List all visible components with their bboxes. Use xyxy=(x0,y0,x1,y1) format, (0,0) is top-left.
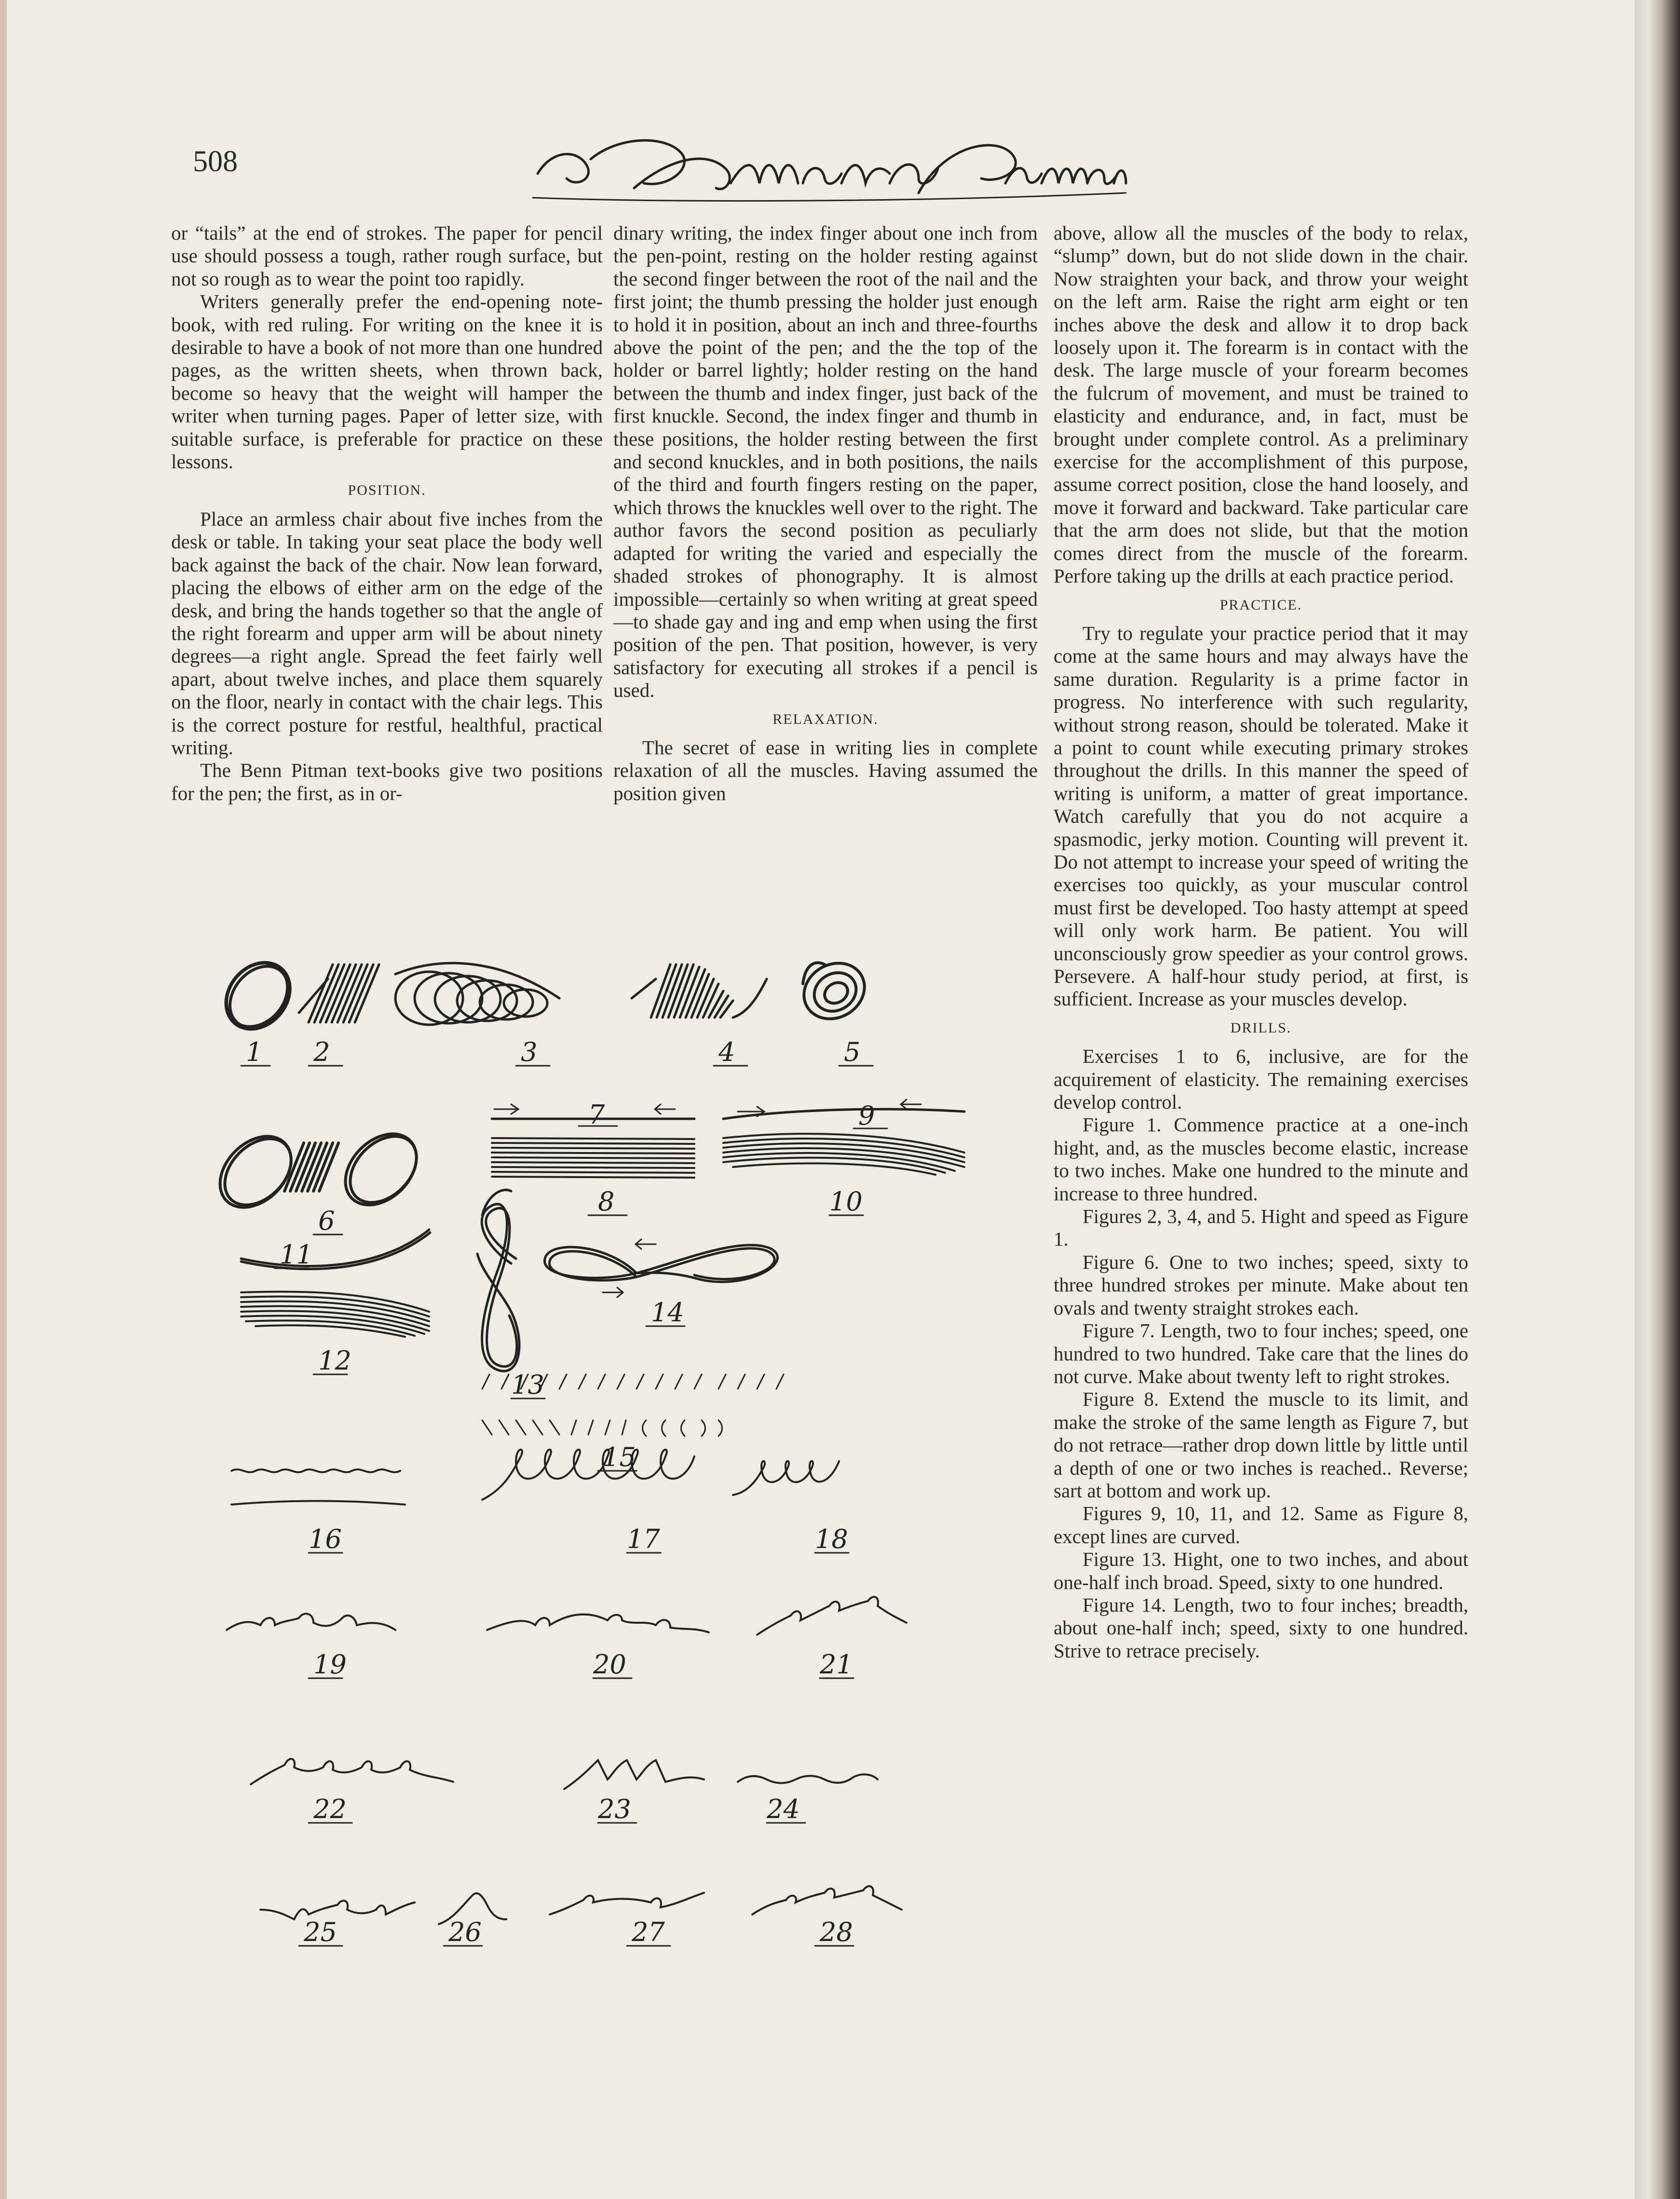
paragraph: Figure 13. Hight, one to two inches, and about one-half inch broad. Speed, sixty to one hundred. xyxy=(1054,1548,1468,1593)
paragraph: Writers generally prefer the end-opening note-book, with red ruling. For writing on the knee it is desirable to have a book of not more than one hundred pages, as the written sheets, when thrown back, become so heavy that the weight will hamper the writer when turning pages. Paper of letter size, with suitable surface, is preferable for practice on these lessons. xyxy=(171,290,603,473)
figure-1-ovals xyxy=(213,950,303,1042)
figure-23-zigzag xyxy=(564,1760,704,1789)
figure-label: 5 xyxy=(844,1037,861,1067)
figure-22-loops xyxy=(251,1759,453,1784)
figure-label: 20 xyxy=(593,1649,626,1680)
next-page-edge xyxy=(1635,0,1680,2199)
figure-12-curves xyxy=(241,1291,429,1337)
paragraph: dinary writing, the index finger about one inch from the pen-point, resting on the holder resting against the second finger between the root of the nail and the first joint; the thumb pressing the holder just enough to hold it in position, about an inch and three-fourths above the point of the pen; and the the top of the holder or barrel lightly; holder resting on the hand between the thumb and index finger, just back of the first knuckle. Second, the index finger and thumb in these positions, the holder resting between the first and second knuckles, and in both positions, the nails of the third and fourth fingers resting on the paper, which throws the knuckles well over to the right. The author favors the second position as peculiarly adapted for writing the varied and especially the shaded strokes of phonography. It is almost impossible—certainly so when writing at great speed—to shade gay and ing and emp when using the first position of the pen. That position, however, is very satisfactory for executing all strokes if a pencil is used. xyxy=(613,222,1038,702)
figure-label: 14 xyxy=(651,1297,684,1328)
figure-label: 17 xyxy=(627,1524,660,1554)
figure-label: 25 xyxy=(304,1917,337,1947)
figure-label: 7 xyxy=(588,1100,605,1130)
section-heading-position: POSITION. xyxy=(348,482,426,499)
page-binding-edge xyxy=(0,0,7,2199)
figure-label: 13 xyxy=(511,1370,544,1400)
figure-label: 27 xyxy=(632,1917,665,1947)
text-column-2 xyxy=(613,222,1038,805)
figure-5-compact-ovals xyxy=(794,952,875,1030)
figure-25-loops xyxy=(260,1900,415,1919)
figure-label: 12 xyxy=(318,1345,352,1376)
figure-3-running-ovals xyxy=(395,963,559,1025)
paragraph: Exercises 1 to 6, inclusive, are for the acquirement of elasticity. The remaining exercises develop control. xyxy=(1054,1045,1468,1113)
paragraph: Figure 6. One to two inches; speed, sixty to three hundred strokes per minute. Make about ten ovals and twenty straight strokes each. xyxy=(1054,1250,1468,1319)
page-number: 508 xyxy=(193,145,238,178)
figure-11-curve xyxy=(241,1230,430,1269)
figure-label: 21 xyxy=(820,1649,853,1680)
figure-18-loops xyxy=(733,1461,839,1495)
figure-20-loops xyxy=(487,1615,709,1632)
section-heading-relaxation: RELAXATION. xyxy=(772,711,879,727)
figure-8-lateral-lines xyxy=(492,1138,694,1178)
figure-label: 23 xyxy=(598,1794,631,1824)
figure-19-loops xyxy=(227,1614,395,1630)
figure-label: 16 xyxy=(309,1524,342,1554)
figure-16-wavy xyxy=(231,1469,405,1505)
drill-figures xyxy=(212,945,1042,2006)
paragraph: Place an armless chair about five inches from the desk or table. In taking your seat place the body well back against the back of the chair. Now lean forward, placing the elbows of either arm on the edge of the desk, and bring the hands together so that the angle of the right forearm and upper arm will be about ninety degrees—a right angle. Spread the feet fairly well apart, about twelve inches, and place them squarely on the floor, nearly in contact with the chair legs. This is the correct posture for restful, healthful, practical writing. xyxy=(171,507,603,759)
section-heading-drills: DRILLS. xyxy=(1230,1019,1292,1036)
paragraph: Try to regulate your practice period that it may come at the same hours and may always have the same duration. Regularity is a prime factor in progress. No interference with such regularity, without strong reason, should be tolerated. Make it a point to count while executing primary strokes throughout the drills. In this manner the speed of writing is uniform, a matter of great importance. Watch carefully that you do not acquire a spasmodic, jerky motion. Counting will prevent it. Do not attempt to increase your speed of writing the exercises too quickly, as your muscular control must first be developed. Too hasty attempt at speed will only work harm. Be patient. You will unconsciously grow speedier as your control grows. Persevere. A half-hour study period, at first, is sufficient. Increase as your muscles develop. xyxy=(1054,622,1468,1010)
paragraph: The Benn Pitman text-books give two positions for the pen; the first, as in or- xyxy=(171,759,603,804)
paragraph: Figure 7. Length, two to four inches; speed, one hundred to two hundred. Take care that the lines do not curve. Make about twenty left to right strokes. xyxy=(1054,1319,1468,1387)
paragraph: Figures 9, 10, 11, and 12. Same as Figure 8, except lines are curved. xyxy=(1054,1502,1468,1547)
paragraph: or “tails” at the end of strokes. The paper for pencil use should possess a tough, rather rough surface, but not so rough as to wear the point too rapidly. xyxy=(171,222,603,290)
paragraph: The secret of ease in writing lies in complete relaxation of all the muscles. Having assumed the position given xyxy=(613,736,1038,804)
drill-figures-svg xyxy=(212,945,1042,2006)
figure-label: 6 xyxy=(318,1206,335,1236)
figure-label: 18 xyxy=(815,1524,848,1554)
masthead-logo xyxy=(523,130,1131,207)
figure-label: 19 xyxy=(313,1649,347,1680)
figure-label: 24 xyxy=(767,1794,800,1824)
figure-label: 15 xyxy=(603,1442,636,1472)
figure-label: 26 xyxy=(448,1917,482,1947)
figure-27-loops xyxy=(550,1893,704,1914)
figure-28-loops xyxy=(752,1886,902,1914)
figure-21-loops xyxy=(757,1597,907,1635)
figure-2-pushpull xyxy=(299,964,379,1022)
figure-9-curved-line xyxy=(723,1100,964,1119)
paragraph: Figure 8. Extend the muscle to its limit, and make the stroke of the same length as Figure 7, but do not retrace—rather drop down little by little until a depth of one or two inches is reached.. Reverse; sart at bottom and work up. xyxy=(1054,1388,1468,1502)
section-heading-practice: PRACTICE. xyxy=(1219,597,1302,613)
figure-label: 8 xyxy=(598,1186,615,1217)
figure-label: 22 xyxy=(313,1794,347,1824)
figure-label: 11 xyxy=(280,1239,313,1270)
paragraph: Figures 2, 3, 4, and 5. Hight and speed as Figure 1. xyxy=(1054,1205,1468,1250)
figure-label: 28 xyxy=(820,1917,853,1947)
figure-13-figure-eight xyxy=(477,1190,519,1371)
figure-10-curved-lines xyxy=(723,1134,964,1175)
paragraph: above, allow all the muscles of the body to relax, “slump” down, but do not slide down in the chair. Now straighten your back, and throw your weight on the left arm. Raise the right arm eight or ten inches above the desk and allow it to drop back loosely upon it. The forearm is in contact with the desk. The large muscle of your forearm becomes the fulcrum of movement, and must be trained to elasticity and endurance, and, in fact, must be brought under complete control. As a preliminary exercise for the accomplishment of this purpose, assume correct position, close the hand loosely, and move it forward and backward. Take particular care that the arm does not slide, but that the motion comes direct from the muscle of the forearm. Perfore taking up the drills at each practice period. xyxy=(1054,222,1468,587)
figure-label: 4 xyxy=(718,1037,735,1067)
figure-24-wavy xyxy=(738,1775,878,1783)
figure-label: 2 xyxy=(313,1037,330,1067)
figure-14-lazy-eight xyxy=(544,1239,777,1297)
figure-label: 9 xyxy=(858,1100,875,1131)
paragraph: Figure 14. Length, two to four inches; breadth, about one-half inch; speed, sixty to one hundred. Strive to retrace precisely. xyxy=(1054,1593,1468,1662)
text-column-1 xyxy=(171,222,603,805)
figure-4-pushpull xyxy=(632,964,767,1018)
paragraph: Figure 1. Commence practice at a one-inch hight, and, as the muscles become elastic, increase to two inches. Make one hundred to the minute and increase to three hundred. xyxy=(1054,1113,1468,1205)
text-column-3 xyxy=(1054,222,1468,1662)
figure-labels xyxy=(246,1037,875,1947)
figure-17-loops xyxy=(482,1450,694,1500)
figure-label: 3 xyxy=(521,1037,538,1067)
figure-label: 1 xyxy=(246,1037,263,1067)
figure-label: 10 xyxy=(829,1186,863,1217)
